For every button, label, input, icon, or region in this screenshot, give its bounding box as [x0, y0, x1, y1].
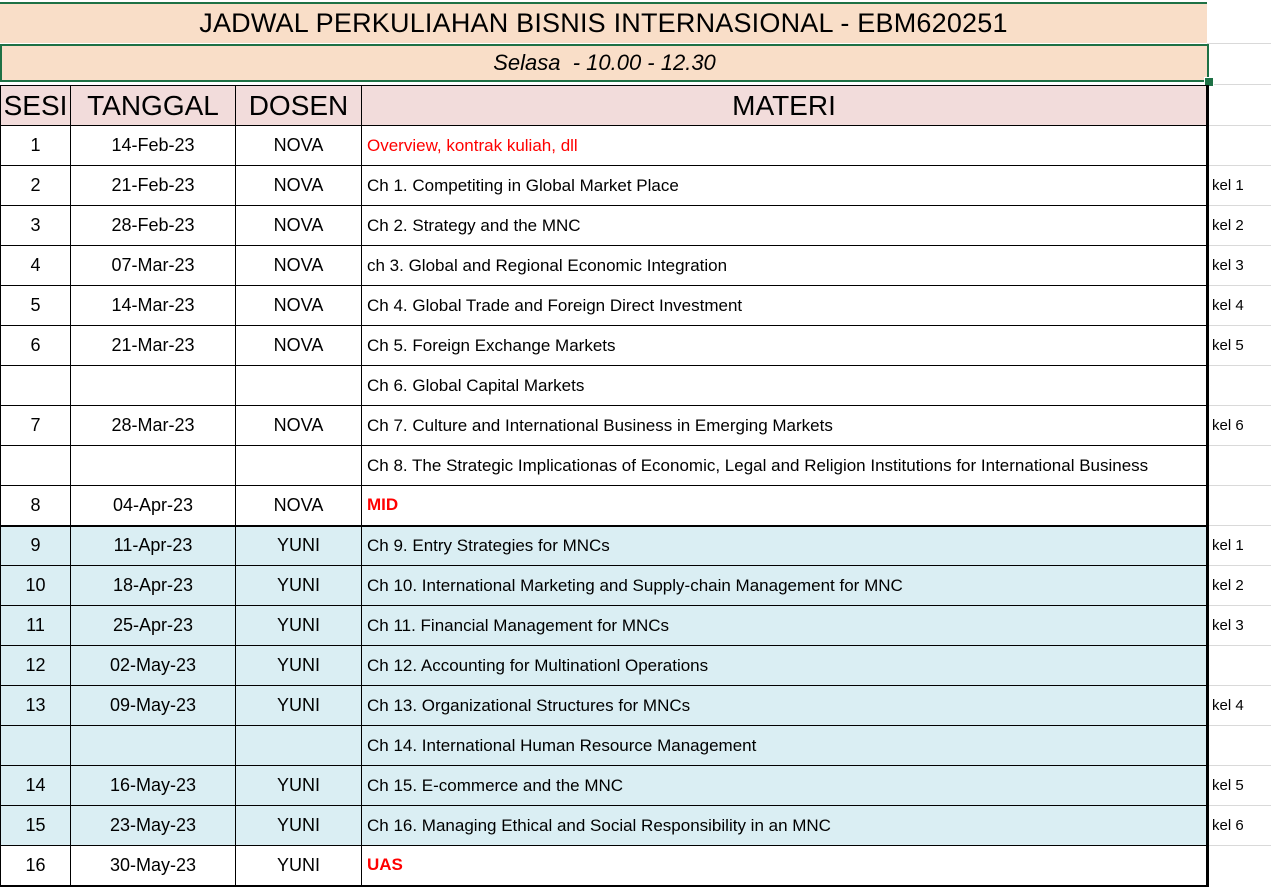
table-row: [1, 166, 1208, 206]
cell-tanggal[interactable]: 04-Apr-23: [71, 486, 236, 526]
kelompok-note[interactable]: kel 6: [1212, 817, 1244, 834]
table-row: [1, 646, 1208, 686]
kelompok-note[interactable]: kel 5: [1212, 337, 1244, 354]
cell-sesi[interactable]: 1: [1, 126, 71, 166]
cell-dosen[interactable]: NOVA: [236, 206, 362, 246]
cell-sesi[interactable]: 7: [1, 406, 71, 446]
kelompok-note[interactable]: kel 6: [1212, 417, 1244, 434]
cell-materi[interactable]: ch 3. Global and Regional Economic Integration: [362, 246, 1208, 286]
cell-sesi[interactable]: 5: [1, 286, 71, 326]
table-row: [1, 366, 1208, 406]
cell-materi[interactable]: Ch 14. International Human Resource Management: [362, 726, 1208, 766]
table-row: [1, 406, 1208, 446]
cell-dosen[interactable]: YUNI: [236, 646, 362, 686]
cell-materi[interactable]: Ch 9. Entry Strategies for MNCs: [362, 526, 1208, 566]
cell-materi[interactable]: Ch 2. Strategy and the MNC: [362, 206, 1208, 246]
cell-dosen[interactable]: NOVA: [236, 126, 362, 166]
cell-dosen[interactable]: YUNI: [236, 606, 362, 646]
cell-tanggal[interactable]: 14-Mar-23: [71, 286, 236, 326]
cell-materi[interactable]: Ch 8. The Strategic Implicationas of Economic, Legal and Religion Institutions for International Business: [362, 446, 1208, 486]
cell-sesi[interactable]: 16: [1, 846, 71, 886]
cell-tanggal[interactable]: 16-May-23: [71, 766, 236, 806]
gridline: [1207, 84, 1271, 85]
kelompok-note[interactable]: kel 4: [1212, 697, 1244, 714]
gridline: [1207, 485, 1271, 486]
kelompok-note[interactable]: kel 2: [1212, 217, 1244, 234]
cell-tanggal[interactable]: 25-Apr-23: [71, 606, 236, 646]
cell-sesi[interactable]: 8: [1, 486, 71, 526]
table-row: [1, 806, 1208, 846]
cell-sesi[interactable]: 10: [1, 566, 71, 606]
header-materi[interactable]: MATERI: [362, 86, 1208, 126]
table-row: [1, 446, 1208, 486]
cell-materi[interactable]: Ch 4. Global Trade and Foreign Direct Investment: [362, 286, 1208, 326]
cell-materi[interactable]: Ch 11. Financial Management for MNCs: [362, 606, 1208, 646]
cell-sesi[interactable]: 11: [1, 606, 71, 646]
cell-dosen[interactable]: [236, 726, 362, 766]
cell-sesi[interactable]: 14: [1, 766, 71, 806]
cell-tanggal[interactable]: 18-Apr-23: [71, 566, 236, 606]
sheet-title-cell[interactable]: [0, 2, 1207, 43]
cell-dosen[interactable]: YUNI: [236, 766, 362, 806]
cell-sesi[interactable]: 9: [1, 526, 71, 566]
cell-tanggal[interactable]: 28-Feb-23: [71, 206, 236, 246]
cell-tanggal[interactable]: [71, 366, 236, 406]
cell-sesi[interactable]: [1, 366, 71, 406]
cell-sesi[interactable]: 12: [1, 646, 71, 686]
cell-tanggal[interactable]: 30-May-23: [71, 846, 236, 886]
cell-dosen[interactable]: YUNI: [236, 686, 362, 726]
cell-dosen[interactable]: NOVA: [236, 486, 362, 526]
gridline: [1207, 125, 1271, 126]
table-row: [1, 606, 1208, 646]
cell-tanggal[interactable]: [71, 726, 236, 766]
kelompok-note[interactable]: kel 4: [1212, 297, 1244, 314]
table-row: [1, 126, 1208, 166]
cell-tanggal[interactable]: 07-Mar-23: [71, 246, 236, 286]
cell-tanggal[interactable]: 21-Mar-23: [71, 326, 236, 366]
cell-materi[interactable]: Ch 7. Culture and International Business in Emerging Markets: [362, 406, 1208, 446]
cell-materi[interactable]: Ch 6. Global Capital Markets: [362, 366, 1208, 406]
cell-materi[interactable]: Ch 13. Organizational Structures for MNCs: [362, 686, 1208, 726]
schedule-time-cell[interactable]: [0, 44, 1209, 82]
cell-dosen[interactable]: NOVA: [236, 246, 362, 286]
kelompok-note[interactable]: kel 3: [1212, 617, 1244, 634]
cell-sesi[interactable]: 15: [1, 806, 71, 846]
cell-dosen[interactable]: YUNI: [236, 526, 362, 566]
kelompok-note[interactable]: kel 3: [1212, 257, 1244, 274]
cell-tanggal[interactable]: 02-May-23: [71, 646, 236, 686]
table-row: [1, 326, 1208, 366]
cell-materi[interactable]: UAS: [362, 846, 1208, 886]
cell-dosen[interactable]: [236, 446, 362, 486]
table-row: [1, 566, 1208, 606]
header-dosen[interactable]: DOSEN: [236, 86, 362, 126]
schedule-time: Selasa - 10.00 - 12.30: [493, 50, 716, 75]
cell-tanggal[interactable]: 09-May-23: [71, 686, 236, 726]
header-tanggal[interactable]: TANGGAL: [71, 86, 236, 126]
cell-materi[interactable]: MID: [362, 486, 1208, 526]
cell-materi[interactable]: Ch 16. Managing Ethical and Social Responsibility in an MNC: [362, 806, 1208, 846]
cell-tanggal[interactable]: 28-Mar-23: [71, 406, 236, 446]
cell-dosen[interactable]: YUNI: [236, 806, 362, 846]
cell-dosen[interactable]: NOVA: [236, 166, 362, 206]
kelompok-note[interactable]: kel 5: [1212, 777, 1244, 794]
cell-tanggal[interactable]: 14-Feb-23: [71, 126, 236, 166]
cell-tanggal[interactable]: 23-May-23: [71, 806, 236, 846]
table-row: [1, 206, 1208, 246]
sheet-title: JADWAL PERKULIAHAN BISNIS INTERNASIONAL - EBM620251: [199, 8, 1008, 38]
cell-materi[interactable]: Ch 1. Competiting in Global Market Place: [362, 166, 1208, 206]
cell-materi[interactable]: Ch 5. Foreign Exchange Markets: [362, 326, 1208, 366]
table-row: [1, 486, 1208, 526]
cell-materi[interactable]: Ch 15. E-commerce and the MNC: [362, 766, 1208, 806]
table-row: [1, 246, 1208, 286]
cell-tanggal[interactable]: [71, 446, 236, 486]
gridline: [1207, 43, 1271, 44]
cell-dosen[interactable]: NOVA: [236, 326, 362, 366]
cell-dosen[interactable]: NOVA: [236, 286, 362, 326]
kelompok-note[interactable]: kel 1: [1212, 537, 1244, 554]
cell-dosen[interactable]: YUNI: [236, 846, 362, 886]
cell-materi[interactable]: Overview, kontrak kuliah, dll: [362, 126, 1208, 166]
table-row: [1, 286, 1208, 326]
cell-sesi[interactable]: [1, 446, 71, 486]
cell-sesi[interactable]: 6: [1, 326, 71, 366]
cell-dosen[interactable]: NOVA: [236, 406, 362, 446]
kelompok-note[interactable]: kel 2: [1212, 577, 1244, 594]
table-row: [1, 766, 1208, 806]
schedule-table: [0, 85, 1209, 887]
kelompok-note[interactable]: kel 1: [1212, 177, 1244, 194]
cell-sesi[interactable]: [1, 726, 71, 766]
cell-dosen[interactable]: YUNI: [236, 566, 362, 606]
table-row: [1, 686, 1208, 726]
table-row: [1, 846, 1208, 886]
header-row: [1, 86, 1208, 126]
cell-sesi[interactable]: 2: [1, 166, 71, 206]
table-row: [1, 526, 1208, 566]
table-row: [1, 726, 1208, 766]
cell-tanggal[interactable]: 11-Apr-23: [71, 526, 236, 566]
header-sesi[interactable]: SESI: [1, 86, 71, 126]
cell-materi[interactable]: Ch 12. Accounting for Multinationl Operations: [362, 646, 1208, 686]
cell-sesi[interactable]: 3: [1, 206, 71, 246]
cell-materi[interactable]: Ch 10. International Marketing and Supply-chain Management for MNC: [362, 566, 1208, 606]
cell-sesi[interactable]: 4: [1, 246, 71, 286]
cell-tanggal[interactable]: 21-Feb-23: [71, 166, 236, 206]
cell-sesi[interactable]: 13: [1, 686, 71, 726]
cell-dosen[interactable]: [236, 366, 362, 406]
